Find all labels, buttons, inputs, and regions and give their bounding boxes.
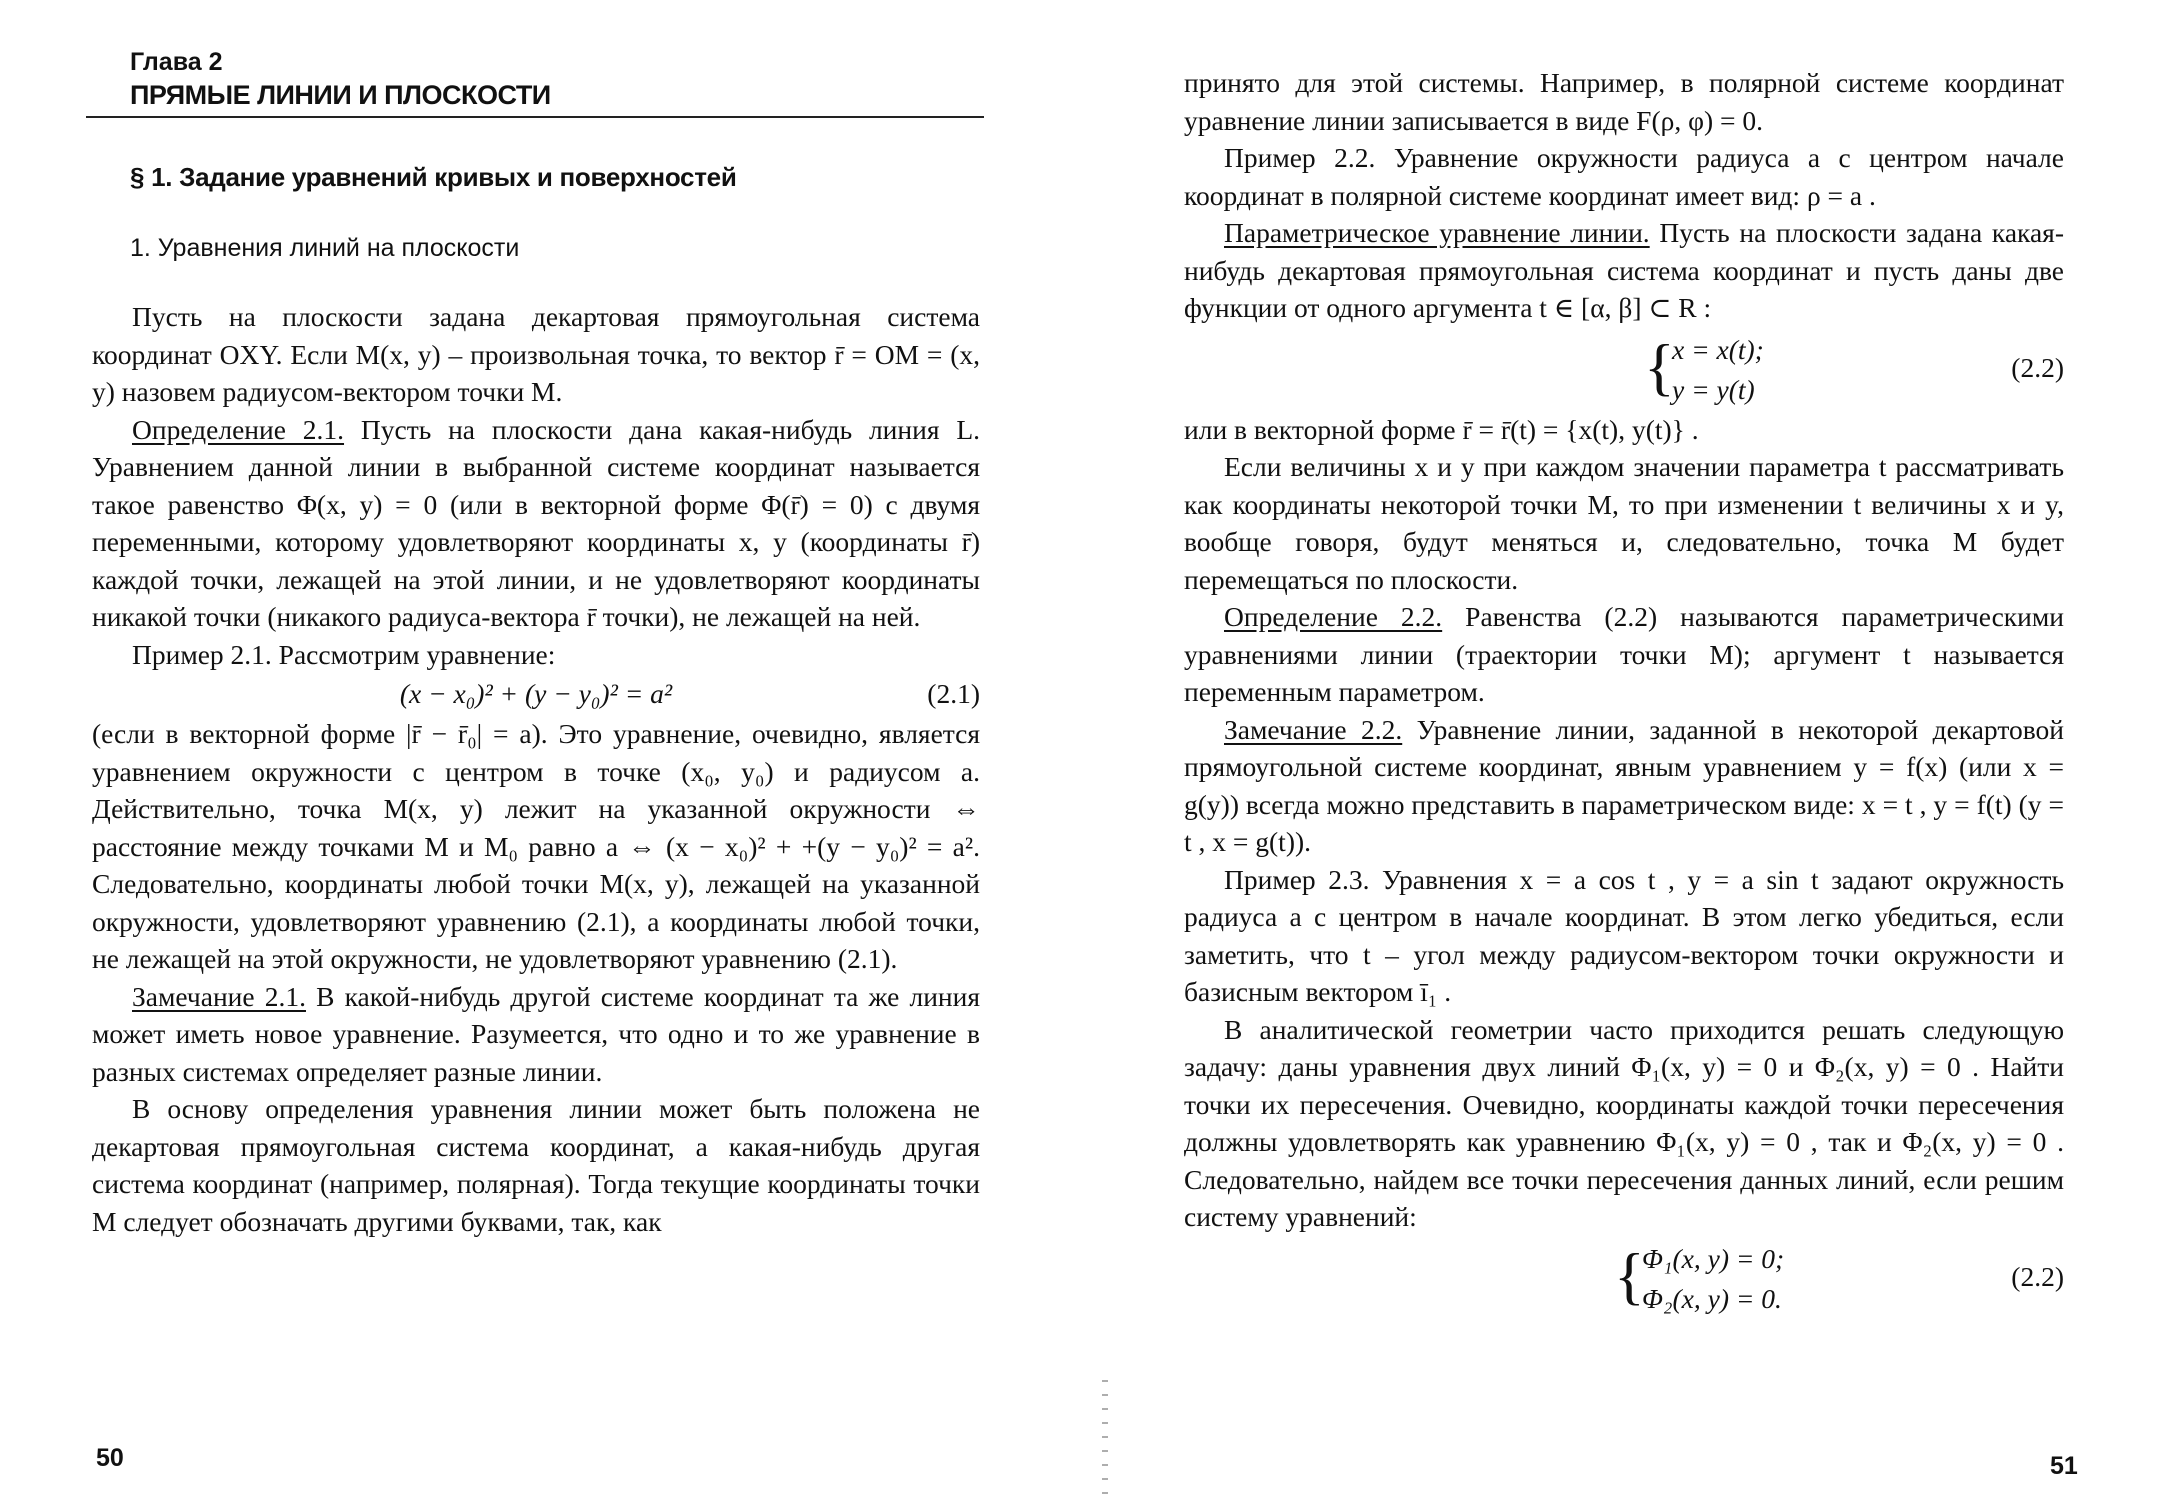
system-line-1: x = x(t); xyxy=(1672,333,1764,365)
equation-2-1 xyxy=(92,673,980,715)
page-number: 50 xyxy=(96,1444,124,1472)
header-rule xyxy=(86,116,984,118)
definition xyxy=(1184,598,2064,711)
equation-system-2-2 xyxy=(1184,327,2064,411)
equation-body: (x − x₀)² + (y − y₀)² = a² xyxy=(399,678,673,709)
remark-text: Уравнение линии, заданной в некоторой декартовой прямоугольной системе координат, явным уравнением y = f(x) (или x = g(y)) всегда можно представить в параметрическом виде: x = t , y = f(t) (y = t , x = g(t)). xyxy=(1184,713,2064,857)
parametric-label: Параметрическое уравнение линии. xyxy=(1224,217,1650,248)
paragraph: В основу определения уравнения линии может быть положена не декартовая прямоугольная система координат, а какая-нибудь другая система координат (например, полярная). Тогда текущие координаты точки M следует обозначать другими буквами, так, как xyxy=(92,1093,980,1237)
page-number: 51 xyxy=(2050,1452,2078,1480)
example-intro: Пример 2.1. Рассмотрим уравнение: xyxy=(132,638,556,670)
section-heading: § 1. Задание уравнений кривых и поверхностей xyxy=(130,162,737,192)
right-page xyxy=(1088,0,2176,1508)
paragraph: Если величины x и y при каждом значении параметра t рассматривать как координаты некоторой точки M, то при изменении t величины x и y, вообще говоря, будут меняться и, следовательно, точка M будет перемещаться по плоскости. xyxy=(1184,451,2064,595)
remark-text: В какой-нибудь другой системе координат та же линия может иметь новое уравнение. Разумеется, что одно и то же уравнение в разных системах определяет разные линии. xyxy=(92,980,980,1087)
definition-label: Определение 2.1. xyxy=(132,413,345,445)
remark xyxy=(92,978,980,1091)
equation-number: (2.2) xyxy=(2011,1260,2064,1292)
paragraph: или в векторной форме r̄ = r̄(t) = {x(t), y(t)} . xyxy=(1184,413,1699,445)
definition-label: Определение 2.2. xyxy=(1224,601,1443,632)
equation-number: (2.1) xyxy=(927,678,980,709)
example: Пример 2.3. Уравнения x = a cos t , y = a sin t задают окружность радиуса a с центром в начале координат. В этом легко убедиться, если заметить, что t – угол между радиусом-вектором точки окружности и базисным вектором ī₁ . xyxy=(1184,863,2064,1007)
definition-text: Равенства (2.2) называются параметрическими уравнениями линии (траектории точки M); аргумент t называется переменным параметром. xyxy=(1184,601,2064,707)
remark xyxy=(1184,711,2064,861)
chapter-label: Глава 2 xyxy=(130,48,223,76)
system-line-2: y = y(t) xyxy=(1672,373,1755,405)
right-body xyxy=(1184,64,2064,1320)
remark-label: Замечание 2.2. xyxy=(1224,713,1403,745)
parametric-text: Пусть на плоскости задана какая-нибудь декартовая прямоугольная система координат и пусть даны две функции от одного аргумента t ∈ [α, β] ⊂ R : xyxy=(1184,217,2064,323)
system-line-1: Φ₁(x, y) = 0; xyxy=(1642,1242,1785,1274)
example: Пример 2.2. Уравнение окружности радиуса a с центром начале координат в полярной системе координат имеет вид: ρ = a . xyxy=(1184,142,2064,211)
brace: { xyxy=(1644,330,1675,402)
subsection-heading: 1. Уравнения линий на плоскости xyxy=(130,234,520,262)
paragraph: принято для этой системы. Например, в полярной системе координат уравнение линии записывается в виде F(ρ, φ) = 0. xyxy=(1184,67,2064,136)
equation-number: (2.2) xyxy=(2011,351,2064,383)
left-body xyxy=(92,298,980,1240)
definition xyxy=(92,411,980,636)
parametric-definition xyxy=(1184,214,2064,327)
brace: { xyxy=(1614,1239,1645,1311)
system-line-2: Φ₂(x, y) = 0. xyxy=(1642,1282,1782,1314)
paragraph: (если в векторной форме |r̄ − r̄₀| = a). Это уравнение, очевидно, является уравнением окружности с центром в точке (x₀, y₀) и радиусом a. Действительно, точка M(x, y) лежит на указанной окружности ⇔ расстояние между точками M и M₀ равно a ⇔ (x − x₀)² + +(y − y₀)² = a². Следовательно, координаты любой точки M(x, y), лежащей на указанной окружности, удовлетворяют уравнению (2.1), а координаты любой точки, не лежащей на этой окружности, не удовлетворяют уравнению (2.1). xyxy=(92,718,980,974)
definition-text: Пусть на плоскости дана какая-нибудь линия L. Уравнением данной линии в выбранной системе координат называется такое равенство Φ(x, y) = 0 (или в векторной форме Φ(r̄) = 0) с двумя переменными, которому удовлетворяют координаты x, y (координаты r̄) каждой точки, лежащей на этой линии, и не удовлетворяют координаты никакой точки (никакого радиуса-вектора r̄ точки), не лежащей на ней. xyxy=(92,413,980,632)
chapter-title: ПРЯМЫЕ ЛИНИИ И ПЛОСКОСТИ xyxy=(130,80,551,110)
remark-label: Замечание 2.1. xyxy=(132,980,306,1012)
equation-system-intersection xyxy=(1184,1236,2064,1320)
paragraph: Пусть на плоскости задана декартовая прямоугольная система координат OXY. Если M(x, y) – произвольная точка, то вектор r̄ = OM = (x, y) назовем радиусом-вектором точки M. xyxy=(92,301,980,407)
paragraph: В аналитической геометрии часто приходится решать следующую задачу: даны уравнения двух линий Φ₁(x, y) = 0 и Φ₂(x, y) = 0 . Найти точки их пересечения. Очевидно, координаты каждой точки пересечения должны удовлетворять как уравнению Φ₁(x, y) = 0 , так и Φ₂(x, y) = 0 . Следовательно, найдем все точки пересечения данных линий, если решим систему уравнений: xyxy=(1184,1013,2064,1232)
